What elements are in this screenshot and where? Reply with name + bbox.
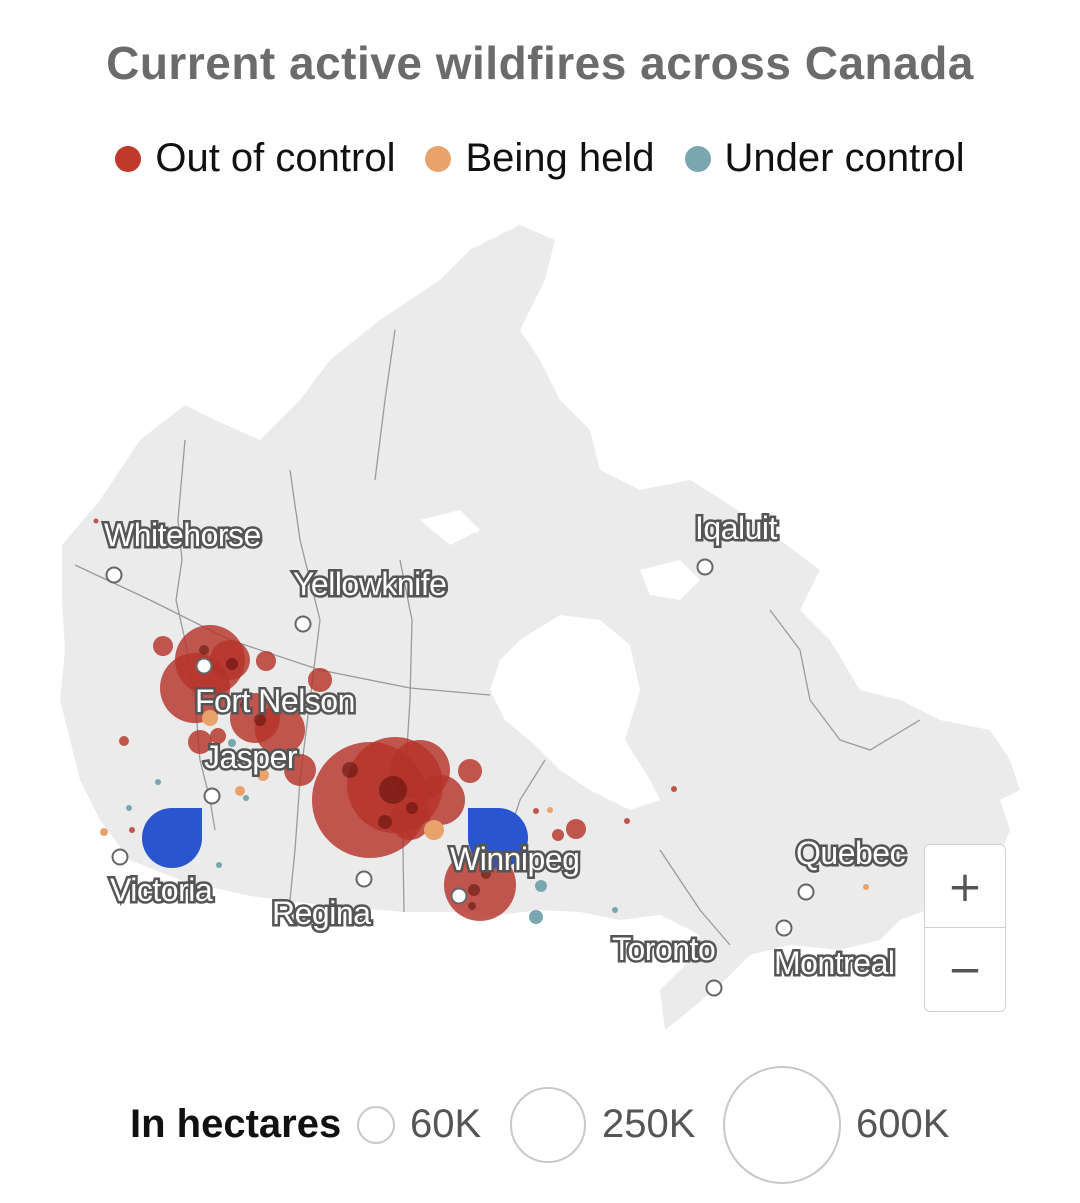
fire-point[interactable] [126,805,132,811]
zoom-in-button[interactable]: + [947,861,983,911]
fire-point[interactable] [533,808,539,814]
out-of-control-swatch [115,146,141,172]
size-label: 60K [410,1102,482,1146]
legend-label: Being held [465,136,655,180]
fire-point[interactable] [216,862,222,868]
city-marker-quebec[interactable] [799,885,814,900]
city-marker-jasper[interactable] [205,789,220,804]
fire-point[interactable] [612,907,618,913]
city-label: Montreal [774,945,895,981]
fire-point[interactable] [547,807,553,813]
size-ring-small [357,1106,395,1144]
city-marker-victoria[interactable] [113,850,128,865]
legend-item-under-control [685,136,965,181]
zoom-out-button[interactable]: − [925,927,1005,1010]
legend-item-out-of-control [115,136,395,181]
city-marker-regina[interactable] [357,872,372,887]
size-legend [0,1060,1080,1190]
size-label: 600K [856,1102,950,1146]
size-ring-medium [510,1087,586,1163]
fire-point[interactable] [235,786,245,796]
fire-point[interactable] [243,795,249,801]
fire-point[interactable] [671,786,677,792]
fire-point[interactable] [100,828,108,836]
city-label: Victoria [110,872,213,908]
fire-point[interactable] [129,827,135,833]
city-marker-montreal[interactable] [777,921,792,936]
fire-point[interactable] [566,819,586,839]
fire-point[interactable] [624,818,630,824]
city-marker-fort-nelson[interactable] [197,659,212,674]
legend-label: Out of control [155,136,396,180]
legend-item-being-held [425,136,654,181]
city-marker-toronto[interactable] [707,981,722,996]
city-marker-whitehorse[interactable] [107,568,122,583]
city-label: Jasper [204,739,298,775]
fire-point[interactable] [863,884,869,890]
city-label: Regina [272,895,371,931]
under-control-swatch [685,146,711,172]
size-label: 250K [602,1102,696,1146]
being-held-swatch [425,146,451,172]
zoom-control [924,844,1006,1012]
city-label: Toronto [612,931,716,967]
fire-point[interactable] [552,829,564,841]
city-marker-iqaluit[interactable] [698,560,713,575]
city-label: Fort Nelson [195,683,355,719]
fire-point[interactable] [458,759,482,783]
status-legend [0,136,1080,181]
fire-point[interactable] [119,736,129,746]
city-label: Winnipeg [450,841,580,877]
fire-point[interactable] [256,651,276,671]
city-label: Iqaluit [695,510,777,546]
city-label: Quebec [796,835,906,871]
city-label: Yellowknife [293,566,447,602]
map-title: Current active wildfires across Canada [106,37,974,89]
size-ring-large [723,1066,841,1184]
fire-point[interactable] [424,820,444,840]
city-marker-winnipeg[interactable] [452,889,467,904]
canada-map[interactable] [0,200,1080,1040]
fire-point[interactable] [535,880,547,892]
fire-point[interactable] [155,779,161,785]
location-marker[interactable] [142,808,202,868]
city-marker-yellowknife[interactable] [296,617,311,632]
legend-label: Under control [724,136,965,180]
fire-point[interactable] [529,910,543,924]
size-legend-heading: In hectares [130,1102,342,1146]
fire-point[interactable] [94,519,99,524]
city-label: Whitehorse [104,517,261,553]
fire-point[interactable] [153,636,173,656]
